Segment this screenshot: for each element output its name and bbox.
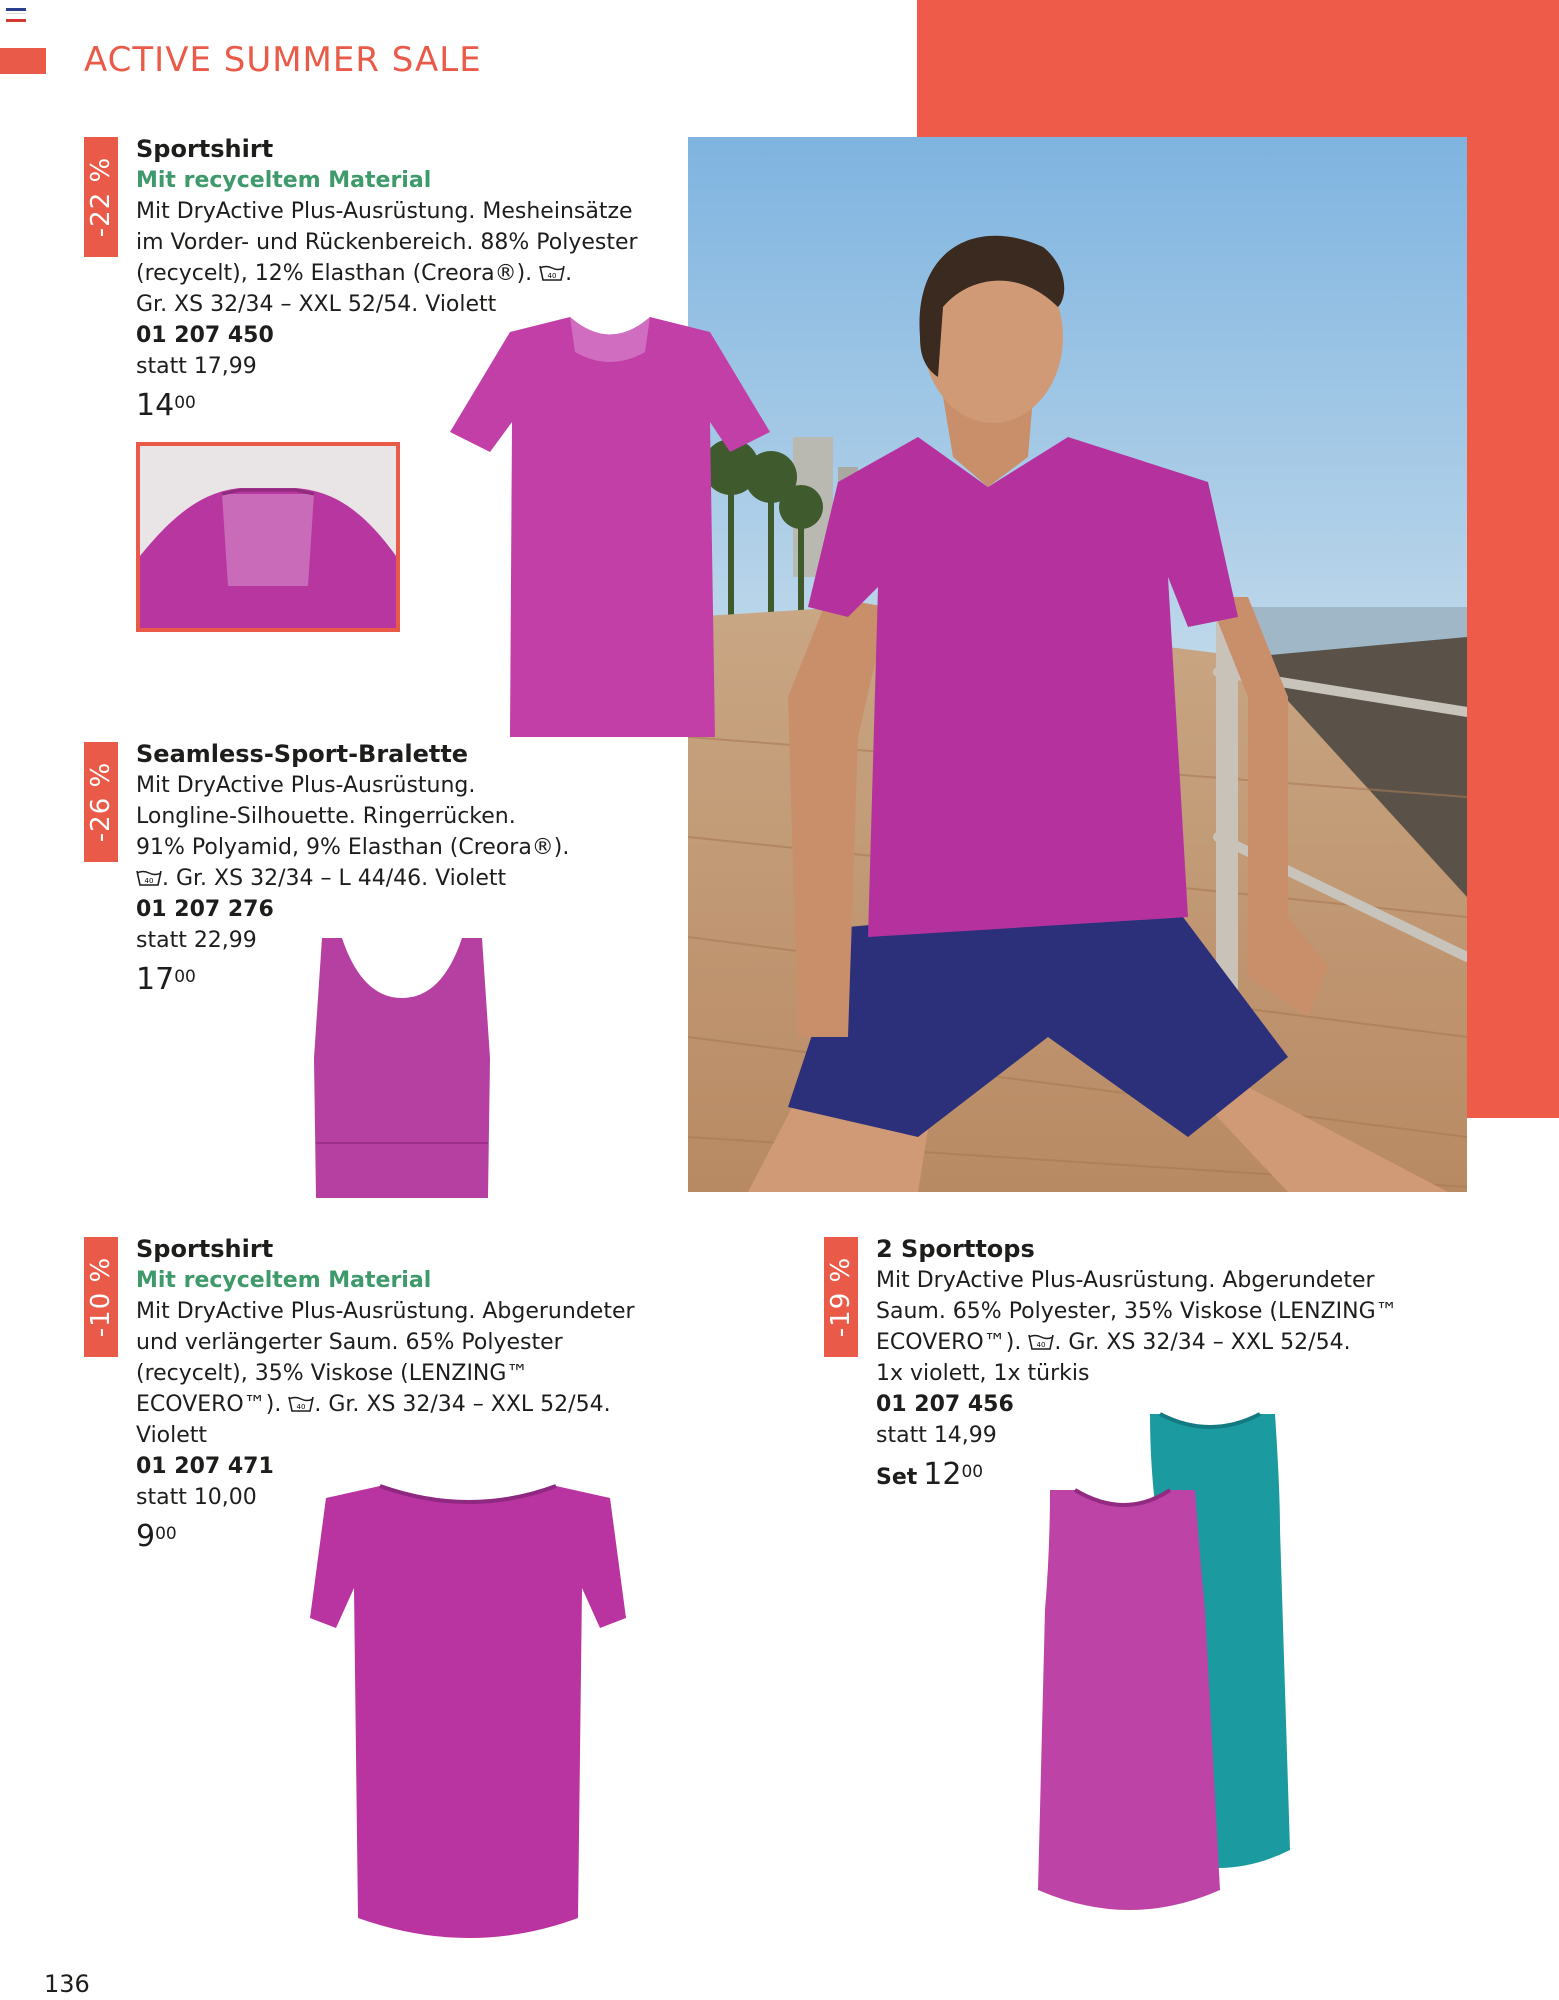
hero-photo: [688, 137, 1467, 1192]
product-image-sportshirt-2: [310, 1478, 626, 1950]
svg-text:40: 40: [1036, 1341, 1046, 1349]
discount-badge: -19 %: [824, 1237, 858, 1357]
price: $17^{00}$: [136, 962, 196, 997]
product-desc-line: 91% Polyamid, 9% Elasthan (Creora®).: [136, 835, 570, 860]
article-number: 01 207 276: [136, 897, 274, 922]
discount-badge: -10 %: [84, 1237, 118, 1357]
product-image-bralette: [312, 938, 492, 1200]
product-desc-line: im Vorder- und Rückenbereich. 88% Polyester: [136, 230, 638, 255]
article-number: 01 207 471: [136, 1454, 274, 1479]
product-name: 2 Sporttops: [876, 1235, 1035, 1263]
product-desc-line: Saum. 65% Polyester, 35% Viskose (LENZING™: [876, 1299, 1398, 1324]
product-desc-line: Longline-Silhouette. Ringerrücken.: [136, 804, 516, 829]
discount-badge: -26 %: [84, 742, 118, 862]
wash-30-icon: [288, 1395, 314, 1413]
wash-40-icon: [136, 869, 162, 887]
product-desc-line: Violett: [136, 1423, 208, 1448]
product-image-sportshirt-1: [450, 312, 770, 742]
product-name: Sportshirt: [136, 135, 274, 163]
flag-icon: [6, 8, 26, 28]
product-desc-line: Mit DryActive Plus-Ausrüstung. Mesheinsätze: [136, 199, 633, 224]
price: $14^{00}$: [136, 388, 196, 423]
old-price: statt 14,99: [876, 1423, 997, 1448]
product-desc-line: und verlängerter Saum. 65% Polyester: [136, 1330, 563, 1355]
product-desc-line: . Gr. XS 32/34 – XXL 52/54.: [314, 1392, 611, 1417]
old-price: statt 10,00: [136, 1485, 257, 1510]
article-number: 01 207 456: [876, 1392, 1014, 1417]
product-desc-line: Mit DryActive Plus-Ausrüstung. Abgerundeter: [136, 1299, 635, 1324]
product-desc-line: 1x violett, 1x türkis: [876, 1361, 1090, 1386]
product-subtitle: Mit recyceltem Material: [136, 1268, 432, 1293]
svg-text:40: 40: [547, 272, 557, 280]
product-subtitle: Mit recyceltem Material: [136, 168, 432, 193]
page-title: ACTIVE SUMMER SALE: [84, 40, 482, 80]
product-name: Seamless-Sport-Bralette: [136, 740, 469, 768]
product-desc-line: Mit DryActive Plus-Ausrüstung. Abgerundeter: [876, 1268, 1375, 1293]
product-desc-line: . Gr. XS 32/34 – XXL 52/54.: [1054, 1330, 1351, 1355]
product-desc-line: . Gr. XS 32/34 – L 44/46. Violett: [162, 866, 507, 891]
product-image-sporttops: [1030, 1410, 1370, 1922]
product-desc-line: (recycelt), 35% Viskose (LENZING™: [136, 1361, 529, 1386]
product-desc-line: Mit DryActive Plus-Ausrüstung.: [136, 773, 476, 798]
svg-text:40: 40: [296, 1403, 306, 1411]
product-sportshirt-1: Sportshirt Mit recyceltem Material Mit DryActive Plus-Ausrüstung. Mesheinsätze im Vorder- und Rückenbereich. 88% Polyester (recycelt), 12% Elasthan (Creora®). 40 . Gr. XS 32/34 – XXL 52/54. Violett 01 207 450 statt 17,99 $14^{00}$: [136, 135, 638, 423]
product-desc-line: (recycelt), 12% Elasthan (Creora®).: [136, 261, 533, 286]
article-number: 01 207 450: [136, 323, 274, 348]
product-desc-line: ECOVERO™).: [876, 1330, 1022, 1355]
product-desc-line: ECOVERO™).: [136, 1392, 282, 1417]
detail-zoom-image: [136, 442, 400, 632]
wash-30-icon: [1028, 1333, 1054, 1351]
product-desc-line: Gr. XS 32/34 – XXL 52/54. Violett: [136, 292, 497, 317]
wash-40-icon: [539, 264, 565, 282]
product-name: Sportshirt: [136, 1235, 274, 1263]
price: Set $12^{00}$: [876, 1457, 984, 1492]
price: $9^{00}$: [136, 1519, 177, 1554]
header-accent-bar: [0, 48, 46, 74]
old-price: statt 22,99: [136, 928, 257, 953]
svg-text:40: 40: [144, 877, 154, 885]
page-number: 136: [44, 1970, 90, 1998]
discount-badge: -22 %: [84, 137, 118, 257]
old-price: statt 17,99: [136, 354, 257, 379]
